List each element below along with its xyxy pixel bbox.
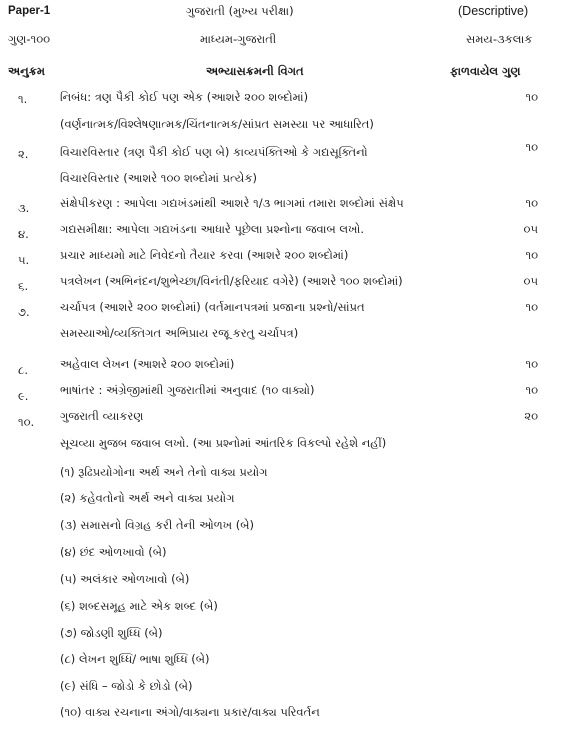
row-number: ૭. [18, 305, 30, 319]
row-text: ભાષાંતર : અંગ્રેજીમાંથી ગુજરાતીમાં અનુવાદ (૧૦ વાક્યો) [60, 383, 315, 397]
grammar-item: (૭) જોડણી શુધ્ધિ (બે) [60, 626, 163, 640]
exam-title: ગુજરાતી (મુખ્ય પરીક્ષા) [186, 4, 294, 18]
row-marks: ૧૦ [525, 140, 538, 154]
col-serial-header: અનુક્રમ [8, 64, 45, 78]
row-number: ૮. [18, 363, 28, 377]
col-details-header: અભ્યાસક્રમની વિગત [206, 64, 304, 78]
row-number: ૧. [18, 92, 28, 106]
grammar-item: (૩) સમાસનો વિગ્રહ કરી તેની ઓળખ (બે) [60, 518, 255, 532]
row-number: ૩. [18, 201, 30, 215]
grammar-item: (૪) છંદ ઓળખાવો (બે) [60, 545, 167, 559]
row-text: ગદ્યસમીક્ષા: આપેલા ગદ્યખંડના આધારે પૂછેલા પ્રશ્નોના જવાબ લખો. [60, 222, 365, 236]
grammar-item: (૧૦) વાક્ય રચનાના અંગો/વાક્યના પ્રકાર/વાક્ય પરિવર્તન [60, 705, 320, 719]
row-marks: ૧૦ [525, 300, 538, 314]
col-marks-header: ફાળવાયેલ ગુણ [450, 64, 521, 78]
exam-mode: (Descriptive) [458, 4, 529, 18]
row-text-cont: સમસ્યાઓ/વ્યક્તિગત અભિપ્રાય રજૂ કરતુ ચર્ચાપત્ર) [60, 326, 299, 340]
grammar-item: (૬) શબ્દસમૂહ માટે એક શબ્દ (બે) [60, 599, 218, 613]
row-text: પ્રચાર માધ્યમો માટે નિવેદનો તૈયાર કરવા (આશરે ૨૦૦ શબ્દોમાં) [60, 248, 349, 262]
row-marks: ૧૦ [525, 383, 538, 397]
row-marks: ૦૫ [523, 222, 538, 236]
grammar-item: (૨) કહેવતોનો અર્થ અને વાક્ય પ્રયોગ [60, 491, 235, 505]
row-marks: ૨૦ [524, 409, 538, 423]
row-text: અહેવાલ લેખન (આશરે ૨૦૦ શબ્દોમાં) [60, 357, 235, 371]
row-text: વિચારવિસ્તાર (ત્રણ પૈકી કોઈ પણ બે) કાવ્યપંક્તિઓ કે ગદ્યસૂક્તિનો [60, 145, 368, 159]
row-text: પત્રલેખન (અભિનંદન/શુભેચ્છા/વિનંતી/ફરિયાદ વગેરે) (આશરે ૧૦૦ શબ્દોમાં) [60, 274, 403, 288]
row-text: સંક્ષેપીકરણ : આપેલા ગદ્યખંડમાંથી આશરે ૧/૩ ભાગમાં તમારા શબ્દોમાં સંક્ષેપ [60, 196, 404, 210]
row-number: ૫. [18, 253, 30, 267]
grammar-item: (૫) અલંકાર ઓળખાવો (બે) [60, 572, 190, 586]
row-number: ૧૦. [18, 415, 35, 429]
row-text: ગુજરાતી વ્યાકરણ [60, 409, 144, 423]
row-marks: ૧૦ [525, 357, 538, 371]
row-text: ચર્ચાપત્ર (આશરે ૨૦૦ શબ્દોમાં) (વર્તમાનપત્રમાં પ્રજાના પ્રશ્નો/સાંપ્રત [60, 300, 365, 314]
grammar-item: (૧) રૂઢિપ્રયોગોના અર્થ અને તેનો વાક્ય પ્રયોગ [60, 465, 268, 479]
medium: માધ્યમ-ગુજરાતી [200, 32, 277, 46]
row-marks: ૧૦ [525, 196, 538, 210]
row-text-cont: વિચારવિસ્તાર (આશરે ૧૦૦ શબ્દોમાં પ્રત્યેક) [60, 171, 257, 185]
grammar-instruction: સૂચવ્યા મુજબ જવાબ લખો. (આ પ્રશ્નોમાં આંતરિક વિકલ્પો રહેશે નહીં) [60, 436, 387, 450]
row-text-cont: (વર્ણનાત્મક/વિશ્લેષણાત્મક/ચિંતનાત્મક/સાંપ્રત સમસ્યા પર આધારિત) [60, 117, 374, 131]
row-text: નિબંધ: ત્રણ પૈકી કોઈ પણ એક (આશરે ૨૦૦ શબ્દોમાં) [60, 90, 309, 104]
row-number: ૯. [18, 389, 29, 403]
row-marks: ૧૦ [525, 248, 538, 262]
grammar-item: (૮) લેખન શુધ્ધિ/ ભાષા શુધ્ધિ (બે) [60, 652, 210, 666]
row-marks: ૦૫ [523, 274, 538, 288]
row-marks: ૧૦ [525, 90, 538, 104]
total-marks: ગુણ-૧૦૦ [8, 32, 51, 46]
row-number: ૪. [18, 227, 29, 241]
paper-label: Paper-1 [8, 5, 51, 17]
row-number: ૬. [18, 279, 29, 293]
row-number: ૨. [18, 147, 29, 161]
exam-time: સમય-૩કલાક [466, 32, 533, 46]
grammar-item: (૯) સંધિ – જોડો કે છોડો (બે) [60, 679, 193, 693]
